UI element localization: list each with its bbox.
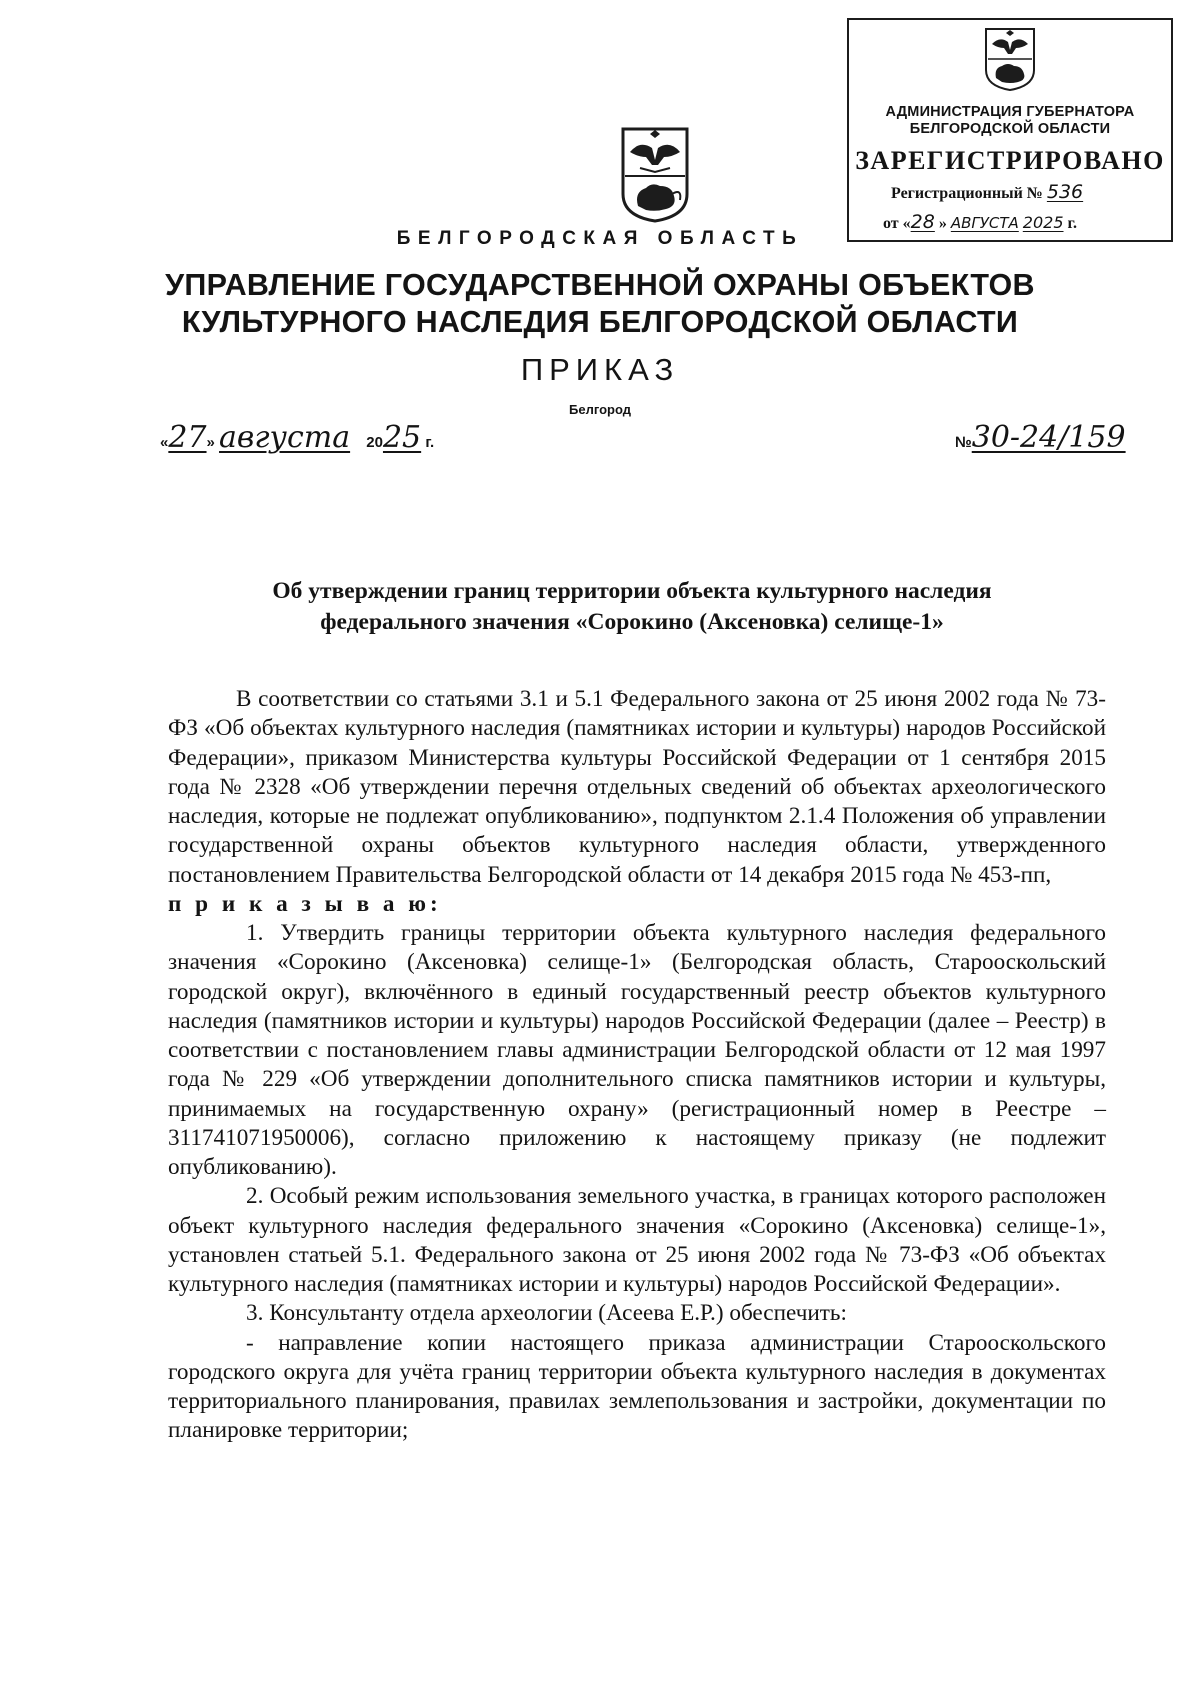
date-quote-open: « [160, 434, 169, 451]
stamp-date-mid: » [938, 215, 947, 232]
title-line1: Об утверждении границ территории объекта культурного наследия [272, 578, 992, 604]
clause-3: 3. Консультанту отдела археологии (Асеева Е.Р.) обеспечить: [246, 1300, 847, 1327]
stamp-year: 2025 [1022, 213, 1064, 232]
stamp-reg-number: 536 [1046, 181, 1084, 203]
agency-name-line1: УПРАВЛЕНИЕ ГОСУДАРСТВЕННОЙ ОХРАНЫ ОБЪЕКТОВ [165, 268, 1035, 302]
city-name: Белгород [569, 402, 631, 417]
preamble-paragraph: В соответствии со статьями 3.1 и 5.1 Федерального закона от 25 июня 2002 года № 73-ФЗ «Об объектах культурного наследия (памятниках истории и культуры) народов Российской Федерации», приказом Министерства культуры Российской Федерации от 1 сентября 2015 года № 2328 «Об утверждении перечня отдельных сведений об объектах археологического наследия, которые не подлежат опубликованию», подпунктом 2.1.4 Положения об управлении государственной охраны объектов культурного наследия области, утвержденного постановлением Правительства Белгородской области от 14 декабря 2015 года № 453-пп, [168, 686, 1106, 888]
date-year: 25 [382, 420, 422, 455]
document-body [168, 685, 1106, 1446]
registration-stamp [847, 18, 1173, 242]
order-number [955, 420, 1126, 455]
coat-of-arms-icon [982, 26, 1038, 92]
date-year-prefix: 20 [366, 434, 383, 451]
date-year-suffix: г. [425, 434, 435, 451]
stamp-date-prefix: от « [883, 215, 911, 232]
date-quote-close: » [206, 434, 215, 451]
document-type: ПРИКАЗ [520, 352, 680, 387]
clause-2: 2. Особый режим использования земельного участка, в границах которого расположен объект культурного наследия федерального значения «Сорокино (Аксеновка) селище-1», установлен статьей 5.1. Федерального закона от 25 июня 2002 года № 73-ФЗ «Об объектах культурного наследия (памятниках истории и культуры) народов Российской Федерации». [168, 1183, 1106, 1297]
date-month: августа [219, 420, 351, 455]
stamp-org-line1: АДМИНИСТРАЦИЯ ГУБЕРНАТОРА [885, 104, 1135, 120]
stamp-day: 28 [910, 211, 935, 233]
stamp-reg-line [891, 181, 1083, 203]
clause-3-dash-1: - направление копии настоящего приказа администрации Старооскольского городского округа для учёта границ территории объекта культурного наследия в документах территориального планирования, правилах землепользования и застройки, документации по планировке территории; [168, 1329, 1106, 1444]
coat-of-arms-icon [620, 126, 690, 224]
number-label: № [955, 434, 972, 451]
agency-name-line2: КУЛЬТУРНОГО НАСЛЕДИЯ БЕЛГОРОДСКОЙ ОБЛАСТИ [181, 305, 1019, 339]
stamp-year-suffix: г. [1067, 215, 1077, 232]
clause-1: 1. Утвердить границы территории объекта культурного наследия федерального значения «Сорокино (Аксеновка) селище-1» (Белгородская область, Старооскольский городской округ), включённого в единый государственный реестр объектов культурного наследия (памятников истории и культуры) народов Российской Федерации (далее – Реестр) в соответствии с постановлением главы администрации Белгородской области от 12 мая 1997 года № 229 «Об утверждении дополнительного списка памятников истории и культуры, принимаемых на государственную охрану» (регистрационный номер в Реестре – 311741071950006), согласно приложению к настоящему приказу (не подлежит опубликованию). [168, 920, 1106, 1180]
number-value: 30-24/159 [971, 420, 1126, 455]
title-line2: федерального значения «Сорокино (Аксеновка) селище-1» [320, 609, 944, 635]
document-title [160, 576, 1104, 638]
stamp-registered: ЗАРЕГИСТРИРОВАНО [855, 146, 1165, 175]
region-name: БЕЛГОРОДСКАЯ ОБЛАСТЬ [396, 228, 804, 249]
stamp-org-line2: БЕЛГОРОДСКОЙ ОБЛАСТИ [909, 121, 1111, 137]
stamp-month: АВГУСТА [950, 214, 1019, 232]
order-word: п р и к а з ы в а ю: [168, 890, 442, 917]
stamp-reg-label: Регистрационный № [891, 185, 1043, 202]
order-date [160, 420, 434, 455]
date-day: 27 [168, 420, 207, 455]
